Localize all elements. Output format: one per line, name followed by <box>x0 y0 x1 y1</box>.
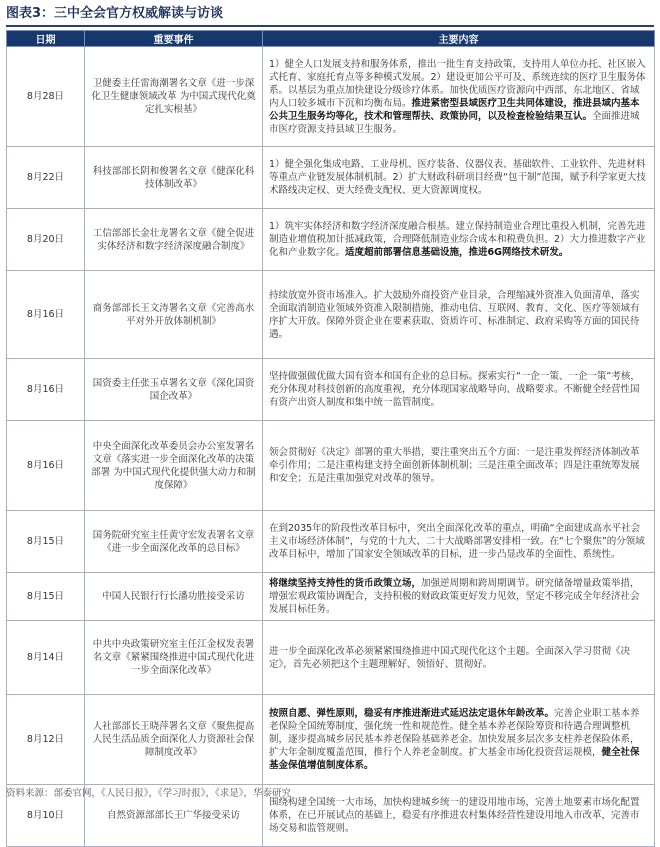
row-content <box>263 511 655 573</box>
content-text: 持续放宽外资市场准入。扩大鼓励外商投资产业目录，合理缩减外资准入负面清单，落实全面取消制造业领域外资准入限制措施，推动电信、互联网、教育、文化、医疗等领域有序扩大开放。保障外资企业在要素获取、资质许可、标准制定、政府采购等方面的国民待遇。 <box>269 289 640 340</box>
content-text: 1）筑牢实体经济和数字经济深度融合根基。建立保持制造业合理比重投入机制，完善先进制造业增值税加计抵减政策，合理降低制造业综合成本和税费负担。2）大力推进数字产业化和产业数字化。 <box>269 221 646 258</box>
content-text: 加强逆周期和跨周期调节。研究储备增量政策举措，增强宏观政策协调配合，支持积极的财政政策更好发力见效，坚定不移完成全年经济社会发展目标任务。 <box>269 578 640 615</box>
table-row <box>7 695 655 785</box>
row-content <box>263 147 655 209</box>
table-row <box>7 147 655 209</box>
table-row <box>7 621 655 695</box>
row-date: 8月16日 <box>7 359 85 421</box>
content-highlight: 将继续坚持支持性的货币政策立场， <box>269 578 422 589</box>
row-content <box>263 695 655 785</box>
row-content <box>263 421 655 511</box>
row-date: 8月14日 <box>7 621 85 695</box>
interview-table <box>6 30 655 847</box>
row-event: 人社部部长王晓萍署名文章《聚焦提高人民生活品质全面深化人力资源社会保障制度改革》 <box>85 695 263 785</box>
row-event: 中央全面深化改革委员会办公室发署名文章《落实进一步全面深化改革的决策部署 为中国式现代化提供强大动力和制度保障》 <box>85 421 263 511</box>
content-text: 完善企业职工基本养老保险全国统筹制度，强化统一性和规范性。健全基本养老保险筹资和待遇合理调整机制，逐步提高城乡居民基本养老保险基础养老金。加快发展多层次多支柱养老保险体系，扩大年金制度覆盖范围，推行个人养老金制度。扩大基金市场化投资营运规模， <box>269 708 640 758</box>
content-text: 1）健全强化集成电路、工业母机、医疗装备、仪器仪表、基础软件、工业软件、先进材料等重点产业链发展体制机制。2）扩大财政科研项目经费“包干制”范围，赋予科学家更大技术路线决定权、更大经费支配权、更大资源调度权。 <box>269 159 646 196</box>
table-row <box>7 511 655 573</box>
row-date: 8月16日 <box>7 271 85 359</box>
row-date: 8月28日 <box>7 47 85 147</box>
source-note: 资料来源：部委官网，《人民日报》，《学习时报》，《求是》，华泰研究 <box>6 788 292 799</box>
row-content <box>263 621 655 695</box>
figure-title: 图表3：三中全会官方权威解读与访谈 <box>6 6 224 21</box>
table-row <box>7 209 655 271</box>
row-date: 8月15日 <box>7 511 85 573</box>
content-highlight: 适度超前部署信息基础设施，推进6G网络技术研发。 <box>345 247 569 258</box>
row-content <box>263 573 655 621</box>
header-date: 日期 <box>7 31 85 47</box>
row-event: 国务院研究室主任黄守宏发表署名文章《进一步全面深化改革的总目标》 <box>85 511 263 573</box>
content-highlight: 健全社保基金保值增值制度体系。 <box>269 747 640 771</box>
row-content <box>263 209 655 271</box>
content-highlight: 按照自愿、弹性原则，稳妥有序推进渐进式延迟法定退休年龄改革。 <box>269 708 555 719</box>
table-body <box>7 47 655 847</box>
table-row <box>7 47 655 147</box>
table-row <box>7 573 655 621</box>
table-row <box>7 421 655 511</box>
row-content <box>263 359 655 421</box>
table-header-row <box>7 31 655 47</box>
row-event: 科技部部长阴和俊署名文章《健深化科技体制改革》 <box>85 147 263 209</box>
row-content <box>263 47 655 147</box>
content-text: 2）建设更加公平可及、系统连续的医疗卫生服务体系。以基层为重点加快建设分级诊疗体系。加快优质医疗资源向中西部、东北地区、省域内人口较多城市下沉和均衡布局。 <box>269 71 646 109</box>
row-event: 国资委主任张玉卓署名文章《深化国资国企改革》 <box>85 359 263 421</box>
row-date: 8月22日 <box>7 147 85 209</box>
row-event: 卫健委主任雷海潮署名文章《进一步深化卫生健康领域改革 为中国式现代化奠定扎实根基》 <box>85 47 263 147</box>
content-text: 进一步全面深化改革必须紧紧围绕推进中国式现代化这个主题。全面深入学习贯彻《决定》，首先必须把这个主题理解好、领悟好、贯彻好。 <box>269 645 631 670</box>
row-event: 中国人民银行行长潘功胜接受采访 <box>85 573 263 621</box>
title-rule <box>6 25 654 27</box>
content-text: 围绕构建全国统一大市场，加快构建城乡统一的建设用地市场，完善土地要素市场化配置体系，在已开展试点的基础上，稳妥有序推进农村集体经营性建设用地入市改革，完善市场交易和监管规则。 <box>269 797 640 834</box>
table-row <box>7 359 655 421</box>
row-date: 8月15日 <box>7 573 85 621</box>
row-date: 8月20日 <box>7 209 85 271</box>
row-event: 商务部部长王文涛署名文章《完善高水平对外开放体制机制》 <box>85 271 263 359</box>
content-text: 全面推进城市医疗资源支持县域卫生服务。 <box>269 110 640 135</box>
row-date: 8月10日 <box>7 785 85 847</box>
content-text: 领会贯彻好《决定》部署的重大举措，要注重突出五个方面：一是注重发挥经济体制改革牵引作用；二是注重构建支持全面创新体制机制；三是注重全面改革；四是注重统筹发展和安全；五是注重加强党对改革的领导。 <box>269 447 640 484</box>
row-event: 工信部部长金壮龙署名文章《健全促进实体经济和数字经济深度融合制度》 <box>85 209 263 271</box>
table-row <box>7 271 655 359</box>
row-content <box>263 785 655 847</box>
row-event: 中共中央政策研究室主任江金权发表署名文章《紧紧围绕推进中国式现代化进一步全面深化改革》 <box>85 621 263 695</box>
row-event: 自然资源部部长王广华接受采访 <box>85 785 263 847</box>
content-text: 坚持做强做优做大国有资本和国有企业的总目标。探索实行“一企一策、一企一策”考核，充分体现对科技创新的高度重视，充分体现国家战略导向、战略要求。不断健全经营性国有资产出资人制度和集中统一监管制度。 <box>269 371 640 408</box>
content-highlight: 推进紧密型县域医疗卫生共同体建设，推进县域内基本公共卫生服务均等化，技术和管理帮扶、政策协同，以及检查检验结果互认。 <box>269 97 640 122</box>
row-date: 8月16日 <box>7 421 85 511</box>
content-text: 1）健全人口发展支持和服务体系，推出一批生育支持政策，支持用人单位办托、社区嵌入式托育、家庭托育点等多种模式发展。 <box>269 58 646 83</box>
header-event: 重要事件 <box>85 31 263 47</box>
row-date: 8月12日 <box>7 695 85 785</box>
content-text: 在到2035年的阶段性改革目标中，突出全面深化改革的重点，明确“全面建成高水平社会主义市场经济体制”，与党的十九大、二十大战略部署安排相一致。在“七个聚焦”的分领域改革目标中，增加了国家安全领域改革的目标，进一步凸显改革的全面性、系统性。 <box>269 523 645 560</box>
header-content: 主要内容 <box>263 31 655 47</box>
row-content <box>263 271 655 359</box>
